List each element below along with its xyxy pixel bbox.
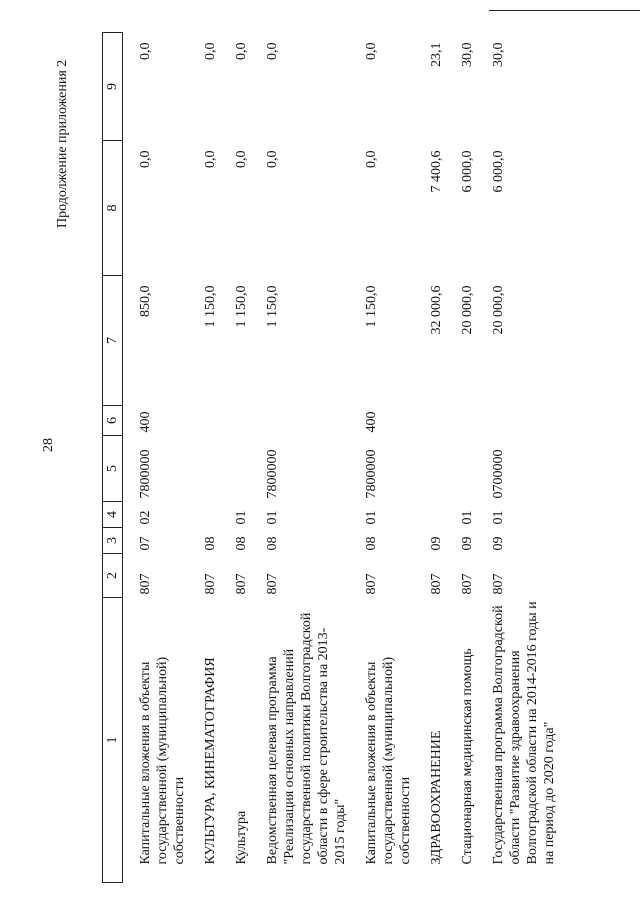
row-c2: 807	[138, 573, 153, 595]
header-col-7: 7	[103, 276, 123, 406]
row-c4: 01	[234, 510, 249, 525]
row-c5: 7800000	[265, 449, 280, 499]
row-c8: 0,0	[203, 150, 218, 168]
row-c2: 807	[491, 573, 506, 595]
row-c2: 807	[265, 573, 280, 595]
row-c9: 0,0	[138, 42, 153, 60]
row-c3: 08	[265, 536, 280, 551]
row-c6	[264, 406, 349, 436]
budget-table	[102, 32, 558, 883]
row-c5: 0700000	[491, 449, 506, 499]
row-name: Стационарная медицинская помощь	[460, 648, 475, 865]
page-number: 28	[41, 438, 56, 452]
row-c2: 807	[429, 573, 444, 595]
row-c6	[490, 406, 558, 436]
row-c4: 01	[364, 510, 379, 525]
row-c5	[233, 436, 250, 502]
row-name: Государственная программа Волгоградской области "Развитие здравоохранения Волгоградской области на 2014-2016 годы и на период до 2020 года"	[491, 601, 557, 865]
row-c3: 08	[234, 536, 249, 551]
row-c5	[459, 436, 476, 502]
table-row	[459, 33, 476, 883]
row-name: ЗДРАВООХРАНЕНИЕ	[429, 730, 444, 865]
table-row	[363, 33, 414, 883]
row-c9: 0,0	[364, 42, 379, 60]
header-col-8: 8	[103, 141, 123, 276]
row-c3: 07	[138, 536, 153, 551]
row-c7: 32 000,6	[429, 285, 444, 335]
header-col-4: 4	[103, 502, 123, 528]
row-c9: 30,0	[491, 42, 506, 67]
row-c3: 09	[491, 536, 506, 551]
row-c3: 08	[203, 536, 218, 551]
header-col-3: 3	[103, 528, 123, 554]
row-c8: 0,0	[138, 150, 153, 168]
row-c9: 30,0	[460, 42, 475, 67]
row-c6: 400	[364, 411, 379, 433]
row-c9: 0,0	[234, 42, 249, 60]
row-c8: 7 400,6	[429, 150, 444, 193]
header-col-2: 2	[103, 554, 123, 598]
row-c2: 807	[364, 573, 379, 595]
row-c8: 6 000,0	[460, 150, 475, 193]
table-row	[264, 33, 349, 883]
row-c7: 20 000,0	[460, 285, 475, 335]
row-name: Капитальные вложения в объекты государственной (муниципальной) собственности	[138, 656, 187, 865]
row-c2: 807	[203, 573, 218, 595]
row-c2: 807	[460, 573, 475, 595]
row-c4	[428, 502, 445, 528]
row-c4: 01	[265, 510, 280, 525]
row-name: Капитальные вложения в объекты государственной (муниципальной) собственности	[364, 656, 413, 865]
row-c7: 1 150,0	[203, 285, 218, 328]
row-c4: 01	[491, 510, 506, 525]
row-c6	[428, 406, 445, 436]
row-c4: 02	[138, 510, 153, 525]
row-c3: 08	[364, 536, 379, 551]
row-name: Культура	[234, 810, 249, 865]
row-c6	[233, 406, 250, 436]
row-c8: 0,0	[265, 150, 280, 168]
row-c7: 850,0	[138, 285, 153, 317]
row-c9: 0,0	[203, 42, 218, 60]
row-c3: 09	[460, 536, 475, 551]
header-col-9: 9	[103, 33, 123, 141]
row-c8: 0,0	[364, 150, 379, 168]
row-c2: 807	[234, 573, 249, 595]
row-c6	[459, 406, 476, 436]
row-c5	[202, 436, 219, 502]
row-c3: 09	[429, 536, 444, 551]
row-c6: 400	[138, 411, 153, 433]
rotated-page	[102, 33, 622, 883]
row-c8: 0,0	[234, 150, 249, 168]
row-c8: 6 000,0	[491, 150, 506, 193]
row-c6	[202, 406, 219, 436]
row-name: Ведомственная целевая программа "Реализация основных направлений государственной политики Волгоградской области в сфере строительства на 2013-2015 годы"	[265, 612, 348, 865]
table-row	[490, 33, 558, 883]
row-c4	[202, 502, 219, 528]
top-rule	[489, 10, 640, 11]
row-c5: 7800000	[138, 449, 153, 499]
table-row	[428, 33, 445, 883]
row-c7: 1 150,0	[234, 285, 249, 328]
header-col-5: 5	[103, 436, 123, 502]
continuation-caption: Продолжение приложения 2	[55, 59, 70, 228]
header-row	[103, 33, 123, 883]
table-row	[202, 33, 219, 883]
header-col-6: 6	[103, 406, 123, 436]
table-row	[137, 33, 188, 883]
row-name: КУЛЬТУРА, КИНЕМАТОГРАФИЯ	[203, 657, 218, 865]
row-c7: 1 150,0	[265, 285, 280, 328]
row-c7: 1 150,0	[364, 285, 379, 328]
row-c5: 7800000	[364, 449, 379, 499]
header-col-1: 1	[103, 598, 123, 883]
row-c4: 01	[460, 510, 475, 525]
table-row	[233, 33, 250, 883]
row-c7: 20 000,0	[491, 285, 506, 335]
row-c5	[428, 436, 445, 502]
row-c9: 23,1	[429, 42, 444, 67]
row-c9: 0,0	[265, 42, 280, 60]
